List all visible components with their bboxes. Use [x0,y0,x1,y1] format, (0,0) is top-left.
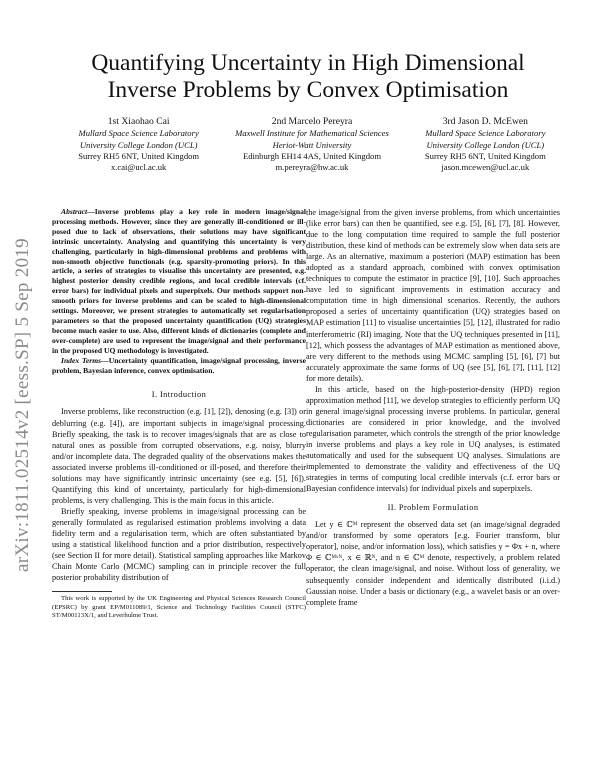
author-name: 1st Xiaohao Cai [107,116,170,127]
author-1 [52,116,225,174]
paragraph: Briefly speaking, inverse problems in image/signal processing can be generally formulated as regularised estimation problems involving a data fidelity term and a regularisation term, which are often substantiated by using a statistical likelihood function and a prior distribution, respectively (see Section II for more detail). Statistical sampling approaches like Markov Chain Monte Carlo (MCMC) sampling can in principle recover the full posterior probability distribution of [52,506,306,583]
section-heading-problem-formulation: II. Problem Formulation [387,503,479,513]
author-address: Edinburgh EH14 4AS, United Kingdom [242,151,382,161]
author-name: 3rd Jason D. McEwen [442,116,528,127]
index-terms [52,356,306,376]
author-3 [399,116,572,174]
abstract-text: —Inverse problems play a key role in modern image/signal processing methods. However, since they are generally ill-conditioned or ill-posed due to lack of observations, their solutions may have significant intrinsic uncertainty. Analysing and quantifying this uncertainty is very challenging, particularly in high-dimensional problems and problems with non-smooth objective functionals (e.g. sparsity-promoting priors). In this article, a series of strategies to visualise this uncertainty are presented, e.g. highest posterior density credible regions, and local credible intervals (cf. error bars) for individual pixels and superpixels. Our methods support non-smooth priors for inverse problems and can be scaled to high-dimensional settings. Moreover, we present strategies to automatically set regularisation parameters so that the proposed uncertainty quantification (UQ) strategies become much easier to use. Also, different kinds of dictionaries (complete and over-complete) are used to represent the image/signal and their performance in the proposed UQ methodology is investigated. [52,207,306,355]
author-affiliation: University College London (UCL) [79,139,198,150]
title-line-2: Inverse Problems by Convex Optimisation [107,77,509,103]
author-2 [225,116,398,174]
title-line-1: Quantifying Uncertainty in High Dimensional [91,50,525,76]
arxiv-stamp [6,205,40,605]
author-email[interactable]: x.cai@ucl.ac.uk [110,162,167,173]
author-affiliation: Maxwell Institute for Mathematical Sciences [235,128,389,139]
paragraph: the image/signal from the given inverse problems, from which uncertainties (like error bars) can then be quantified, see e.g. [5], [6], [7], [8]. However, due to the long computation time required to sample the full posterior distribution, these kind of methods can be extremely slow when data sets are large. As an alternative, maximum a posteriori (MAP) estimation has been adopted as a standard approach, combined with convex optimisation techniques to compute the estimator in practice [9], [10]. Such approaches have led to significant improvements in estimation accuracy and computation time in high dimensional scenarios. Recently, the authors proposed a series of uncertainty quantification (UQ) strategies based on MAP estimation [11] to visualise uncertainties [5], [12], illustrated for radio interferometric (RI) imaging. Note that the UQ techniques presented in [11], [12], which possess the advantages of MAP estimation as mentioned above, are very different to the methods using MCMC sampling [5], [6], [7] but accurately approximate the same forms of UQ (see [5], [6], [7], [11], [12] for more details). [306,208,560,383]
left-column [52,207,306,621]
paper-title [48,50,568,104]
paragraph: Let y ∈ ℂᴹ represent the observed data set (an image/signal degraded and/or transformed by some operators [e.g. Fourier transform, blur operator], noise, and/or information loss), which satisfies y = Φx + n, where Φ ∈ ℂᴹˣᴺ, x ∈ ℝᴺ, and n ∈ ℂᴹ denote, respectively, a problem related operator, the clean image/signal, and noise. Without loss of generality, we subsequently consider independent and identically distributed (i.i.d.) Gaussian noise. Under a basis or dictionary (e.g., a wavelet basis or an over-complete frame [306,520,560,607]
index-terms-text: —Uncertainty quantification, image/signal processing, inverse problem, Bayesian inference, convex optimisation. [52,355,307,375]
author-block [52,116,572,174]
author-affiliation: University College London (UCL) [426,139,545,150]
right-column [306,207,560,608]
paragraph: In this article, based on the high-posterior-density (HPD) region approximation method [11], we develop strategies to efficiently perform UQ in general image/signal processing inverse problems. In particular, general dictionaries are considered in prior knowledge, and the involved regularisation parameter, which controls the strength of the prior knowledge in inverse problems and plays a key role in UQ analyses, is estimated automatically and used for the subsequent UQ analyses. Simulations are implemented to demonstrate the validity and effectiveness of the UQ strategies in terms of computing local credible intervals (c.f. error bars or Bayesian confidence intervals) for individual pixels and superpixels. [306,384,560,494]
author-email[interactable]: m.pereyra@hw.ac.uk [275,162,349,173]
index-terms-label: Index Terms [61,355,102,365]
author-address: Surrey RH5 6NT, United Kingdom [78,151,200,161]
paragraph: Inverse problems, like reconstruction (e.g. [1], [2]), denosing (e.g. [3]) or deblurring (e.g. [4]), are important subjects in image/signal processing. Briefly speaking, the task is to recover images/signals that are as close to natural ones as possible from corrupted observations, e.g. noisy, blurry and/or incomplete data. The degraded quality of the observations makes the associated inverse problems ill-conditioned or ill-posed, and therefore their solutions may have significantly intrinsic uncertainty (see e.g. [5], [6]). Quantifying this kind of uncertainty, particularly for high-dimensional problems, is very challenging. This is the main focus in this article. [52,407,306,505]
author-address: Surrey RH5 6NT, United Kingdom [424,151,546,161]
footnote-divider [52,591,112,592]
author-affiliation: Heriot-Watt University [272,139,352,150]
author-email[interactable]: jason.mcewen@ucl.ac.uk [441,162,530,173]
section-heading-introduction: I. Introduction [151,390,207,400]
abstract [52,207,306,356]
author-name: 2nd Marcelo Pereyra [271,116,353,127]
funding-footnote: This work is supported by the UK Engineering and Physical Sciences Research Council (EPSRC) by grant EP/M011089/1, Science and Technology Facilities Council (STFC) ST/M00113X/1, and Leverhulme Trust. [52,595,306,620]
abstract-label: Abstract [61,207,88,216]
author-affiliation: Mullard Space Science Laboratory [425,128,546,139]
arxiv-id: arXiv:1811.02514v2 [eess.SP] 5 Sep 2019 [12,238,34,572]
author-affiliation: Mullard Space Science Laboratory [78,128,199,139]
